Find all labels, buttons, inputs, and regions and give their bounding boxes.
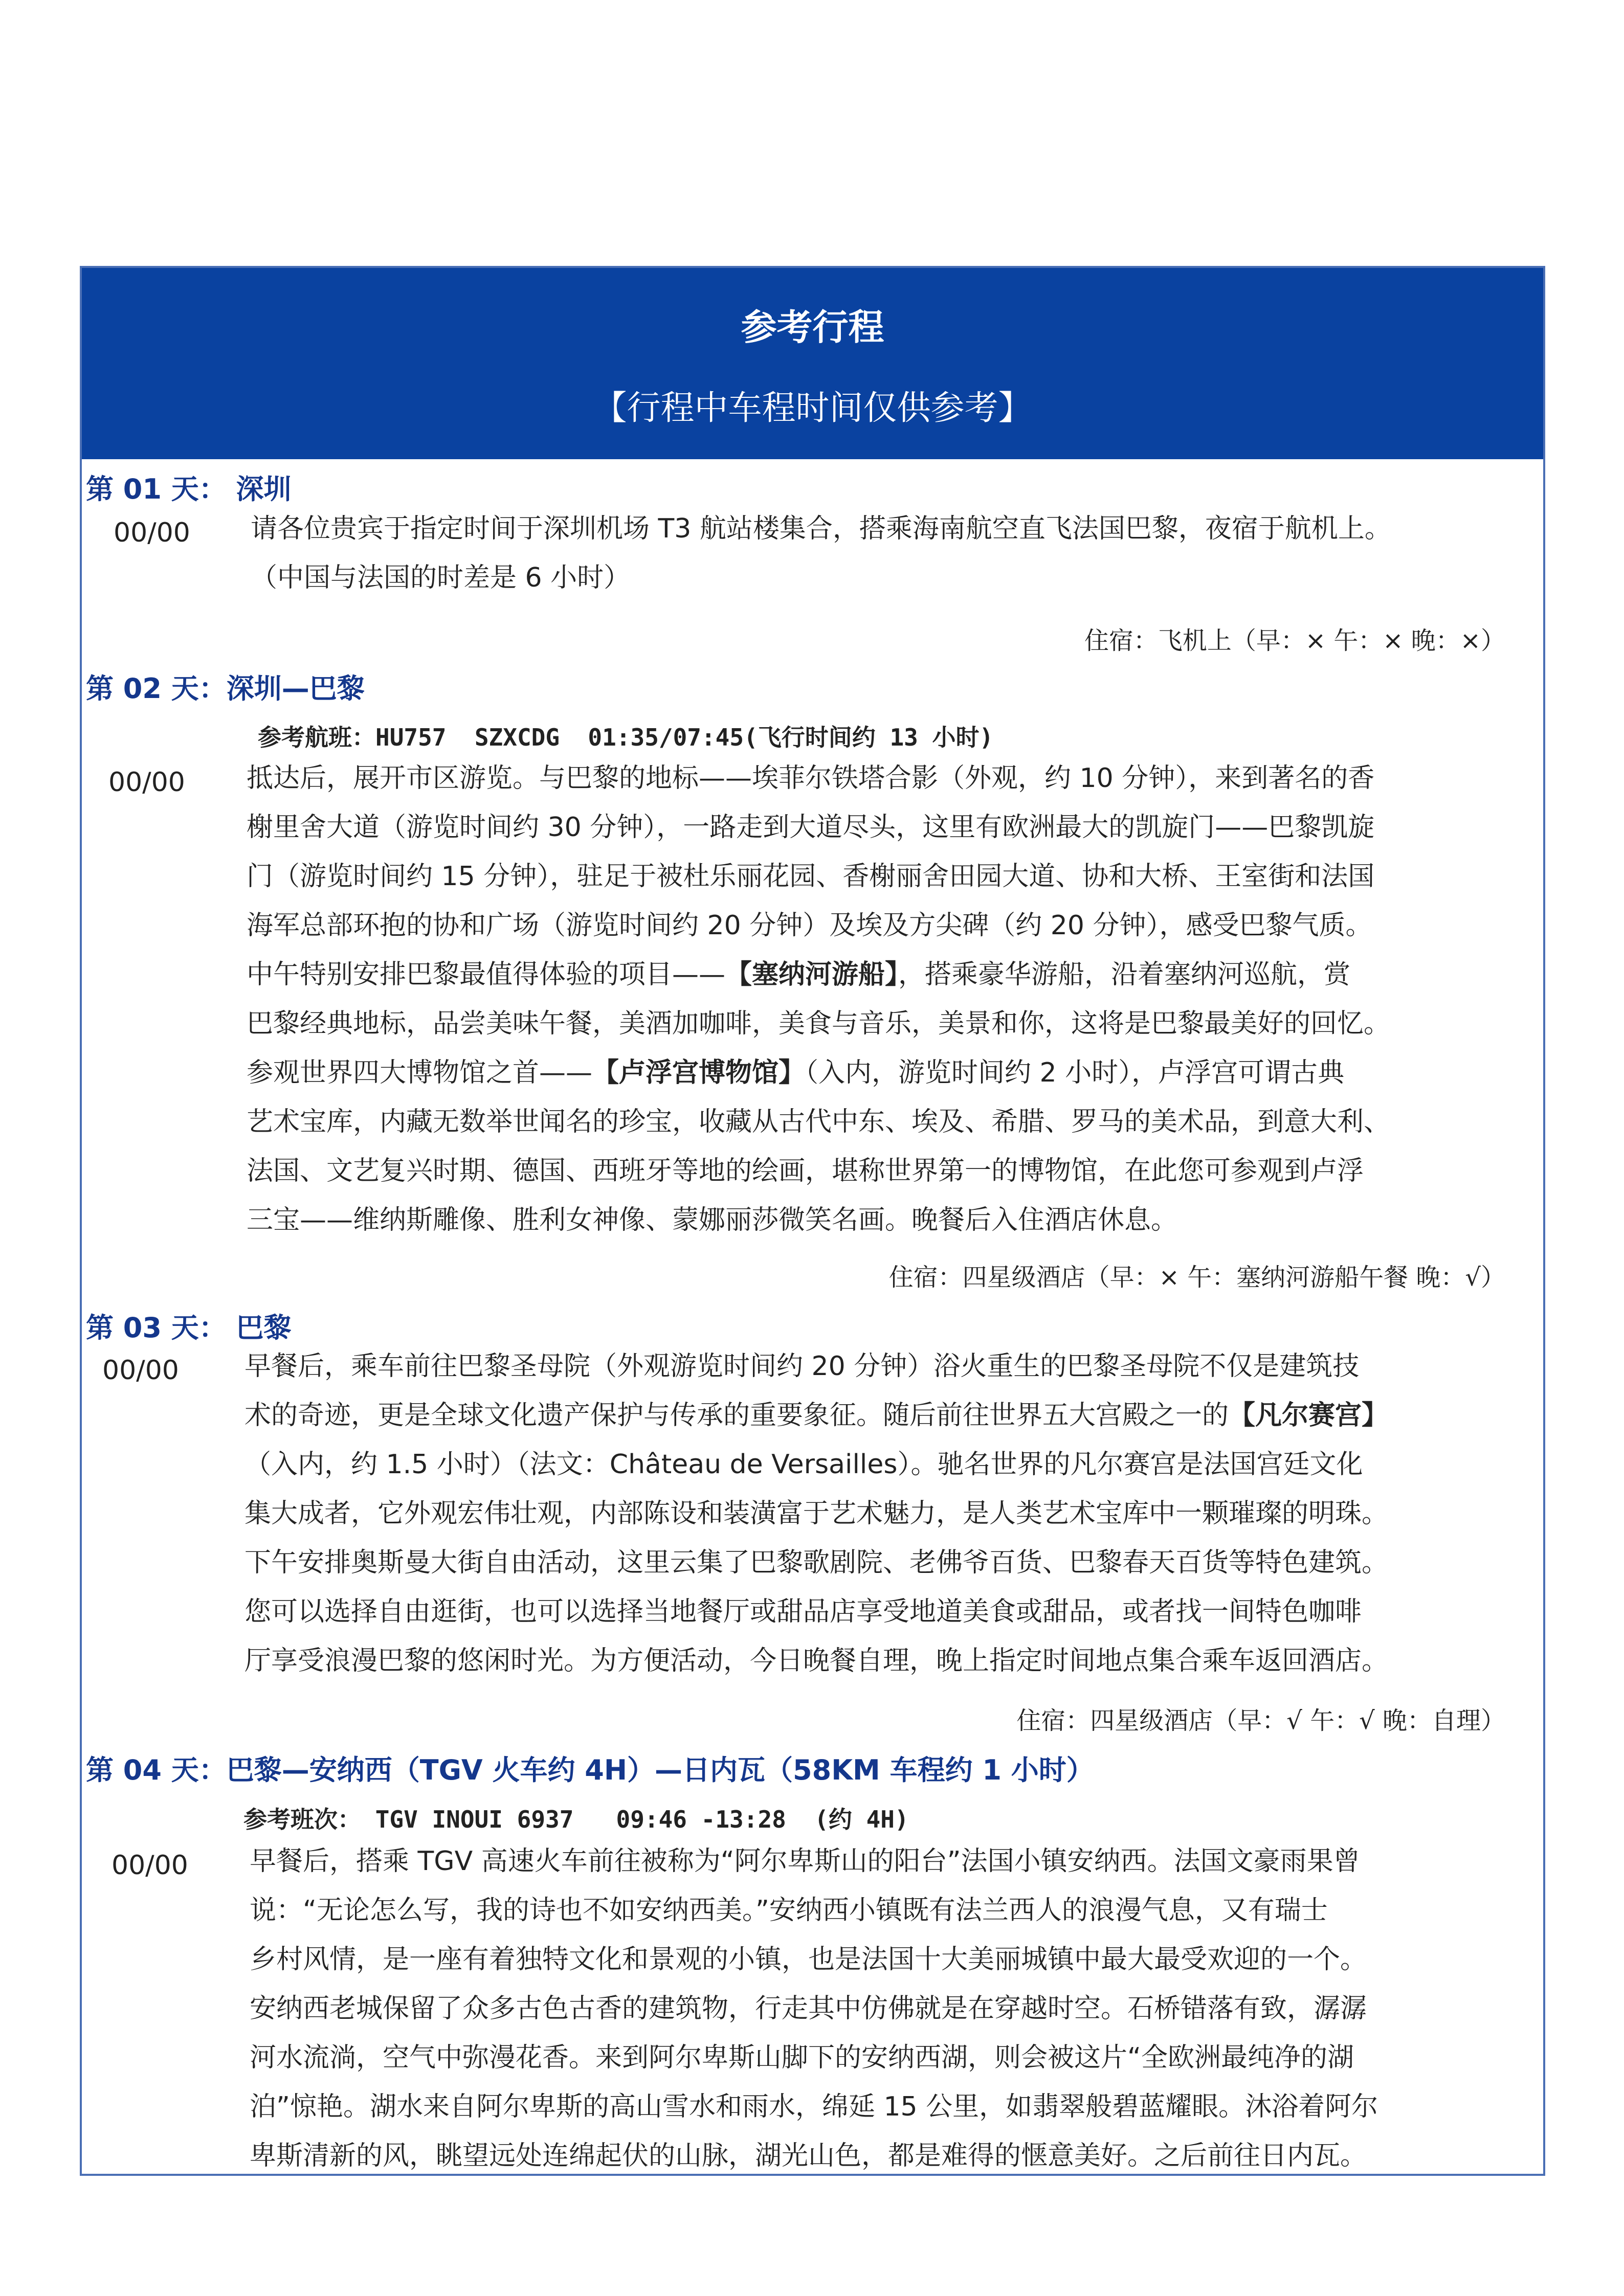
day-02-line: 三宝——维纳斯雕像、胜利女神像、蒙娜丽莎微笑名画。晚餐后入住酒店休息。 [247,1205,1178,1235]
day-04-line: 安纳西老城保留了众多古色古香的建筑物，行走其中仿佛就是在穿越时空。石桥错落有致，潺潺 [250,1993,1367,2024]
day-03-line: 早餐后，乘车前往巴黎圣母院（外观游览时间约 20 分钟）浴火重生的巴黎圣母院不仅是建筑技 [244,1351,1360,1382]
day-02-line-part: 中午特别安排巴黎最值得体验的项目—— [247,959,726,990]
day-03-line-part: 术的奇迹，更是全球文化遗产保护与传承的重要象征。随后前往世界五大宫殿之一的 [244,1400,1229,1431]
day-02-line: 巴黎经典地标，品尝美味午餐，美酒加咖啡，美食与音乐，美景和你，这将是巴黎最美好的回忆。 [247,1008,1391,1039]
day-02-line-part: 参观世界四大博物馆之首—— [247,1057,593,1088]
header-banner [82,268,1543,459]
day-01-time: 00/00 [114,517,190,548]
day-02-highlight-cruise: 【塞纳河游船】 [725,959,899,990]
day-03-line: （入内，约 1.5 小时）（法文：Château de Versailles）。驰名世界的凡尔赛宫是法国宫廷文化 [244,1449,1363,1480]
day-02-line: 艺术宝库，内藏无数举世闻名的珍宝，收藏从古代中东、埃及、希腊、罗马的美术品，到意大利、 [247,1107,1391,1137]
day-04-title: 第 04 天：巴黎—安纳西（TGV 火车约 4H）—日内瓦（58KM 车程约 1 小时） [86,1754,1094,1786]
day-04-text [250,1837,1378,2180]
day-04-line: 说：“无论怎么写，我的诗也不如安纳西美。”安纳西小镇既有法兰西人的浪漫气息，又有瑞士 [250,1895,1328,1926]
day-04-line: 卑斯清新的风，眺望远处连绵起伏的山脉，湖光山色，都是难得的惬意美好。之后前往日内瓦。 [250,2141,1367,2171]
day-03-line: 下午安排奥斯曼大街自由活动，这里云集了巴黎歌剧院、老佛爷百货、巴黎春天百货等特色建筑。 [244,1547,1389,1578]
day-04-line: 河水流淌，空气中弥漫花香。来到阿尔卑斯山脚下的安纳西湖，则会被这片“全欧洲最纯净的湖 [250,2042,1354,2073]
day-04-time: 00/00 [112,1850,188,1881]
day-03-line [244,1391,1388,1440]
day-03-title: 第 03 天： 巴黎 [86,1312,292,1344]
day-02-line: 法国、文艺复兴时期、德国、西班牙等地的绘画，堪称世界第一的博物馆，在此您可参观到卢浮 [247,1156,1364,1186]
day-04-line: 泊”惊艳。湖水来自阿尔卑斯的高山雪水和雨水，绵延 15 公里，如翡翠般碧蓝耀眼。沐浴着阿尔 [250,2091,1378,2122]
day-03-line: 您可以选择自由逛街，也可以选择当地餐厅或甜品店享受地道美食或甜品，或者找一间特色咖啡 [244,1596,1362,1627]
day-03-time: 00/00 [102,1355,179,1386]
day-02-flight: 参考航班：HU757 SZXCDG 01:35/07:45(飞行时间约 13 小时) [258,724,994,751]
day-01-line: （中国与法国的时差是 6 小时） [251,562,631,593]
day-03-line: 厅享受浪漫巴黎的悠闲时光。为方便活动，今日晚餐自理，晚上指定时间地点集合乘车返回酒店。 [244,1646,1389,1676]
day-02-title: 第 02 天：深圳—巴黎 [86,672,365,705]
day-02-line [247,950,1390,999]
page-subtitle: 【行程中车程时间仅供参考】 [593,388,1032,427]
day-03-text [244,1342,1388,1685]
day-02-time: 00/00 [108,767,185,798]
day-02-line-part: ，搭乘豪华游船，沿着塞纳河巡航，赏 [898,959,1351,990]
day-01-title: 第 01 天： 深圳 [86,473,292,505]
day-03-lodging: 住宿：四星级酒店（早：√ 午：√ 晚：自理） [1016,1706,1505,1735]
day-01-line: 请各位贵宾于指定时间于深圳机场 T3 航站楼集合，搭乘海南航空直飞法国巴黎，夜宿于航机上。 [251,513,1391,544]
day-02-lodging: 住宿：四星级酒店（早：× 午：塞纳河游船午餐 晚：√） [888,1263,1505,1292]
day-02-line-part: （入内，游览时间约 2 小时），卢浮宫可谓古典 [805,1057,1345,1088]
day-04-line: 早餐后，搭乘 TGV 高速火车前往被称为“阿尔卑斯山的阳台”法国小镇安纳西。法国文豪雨果曾 [250,1846,1360,1877]
day-04-train: 参考班次： TGV INOUI 6937 09:46 -13:28 (约 4H) [243,1806,909,1833]
day-03-highlight-versailles: 【凡尔赛宫】 [1229,1400,1389,1431]
day-02-text [247,754,1390,1245]
day-01-text [251,504,1391,602]
day-02-line: 门（游览时间约 15 分钟），驻足于被杜乐丽花园、香榭丽舍田园大道、协和大桥、王室街和法国 [247,861,1375,892]
day-02-line: 抵达后，展开市区游览。与巴黎的地标——埃菲尔铁塔合影（外观，约 10 分钟），来到著名的香 [247,763,1375,794]
page-title: 参考行程 [741,306,884,348]
day-02-line: 海军总部环抱的协和广场（游览时间约 20 分钟）及埃及方尖碑（约 20 分钟），感受巴黎气质。 [247,910,1372,941]
day-02-line [247,1048,1390,1097]
day-03-line: 集大成者，它外观宏伟壮观，内部陈设和装潢富于艺术魅力，是人类艺术宝库中一颗璀璨的明珠。 [244,1498,1389,1529]
itinerary-panel [80,266,1545,2176]
day-01-lodging: 住宿：飞机上（早：× 午：× 晚：×） [1084,626,1505,655]
day-04-line: 乡村风情，是一座有着独特文化和景观的小镇，也是法国十大美丽城镇中最大最受欢迎的一个。 [250,1944,1367,1975]
day-02-line: 榭里舍大道（游览时间约 30 分钟），一路走到大道尽头，这里有欧洲最大的凯旋门——巴黎凯旋 [247,812,1375,843]
day-02-highlight-louvre: 【卢浮宫博物馆】 [592,1057,806,1088]
